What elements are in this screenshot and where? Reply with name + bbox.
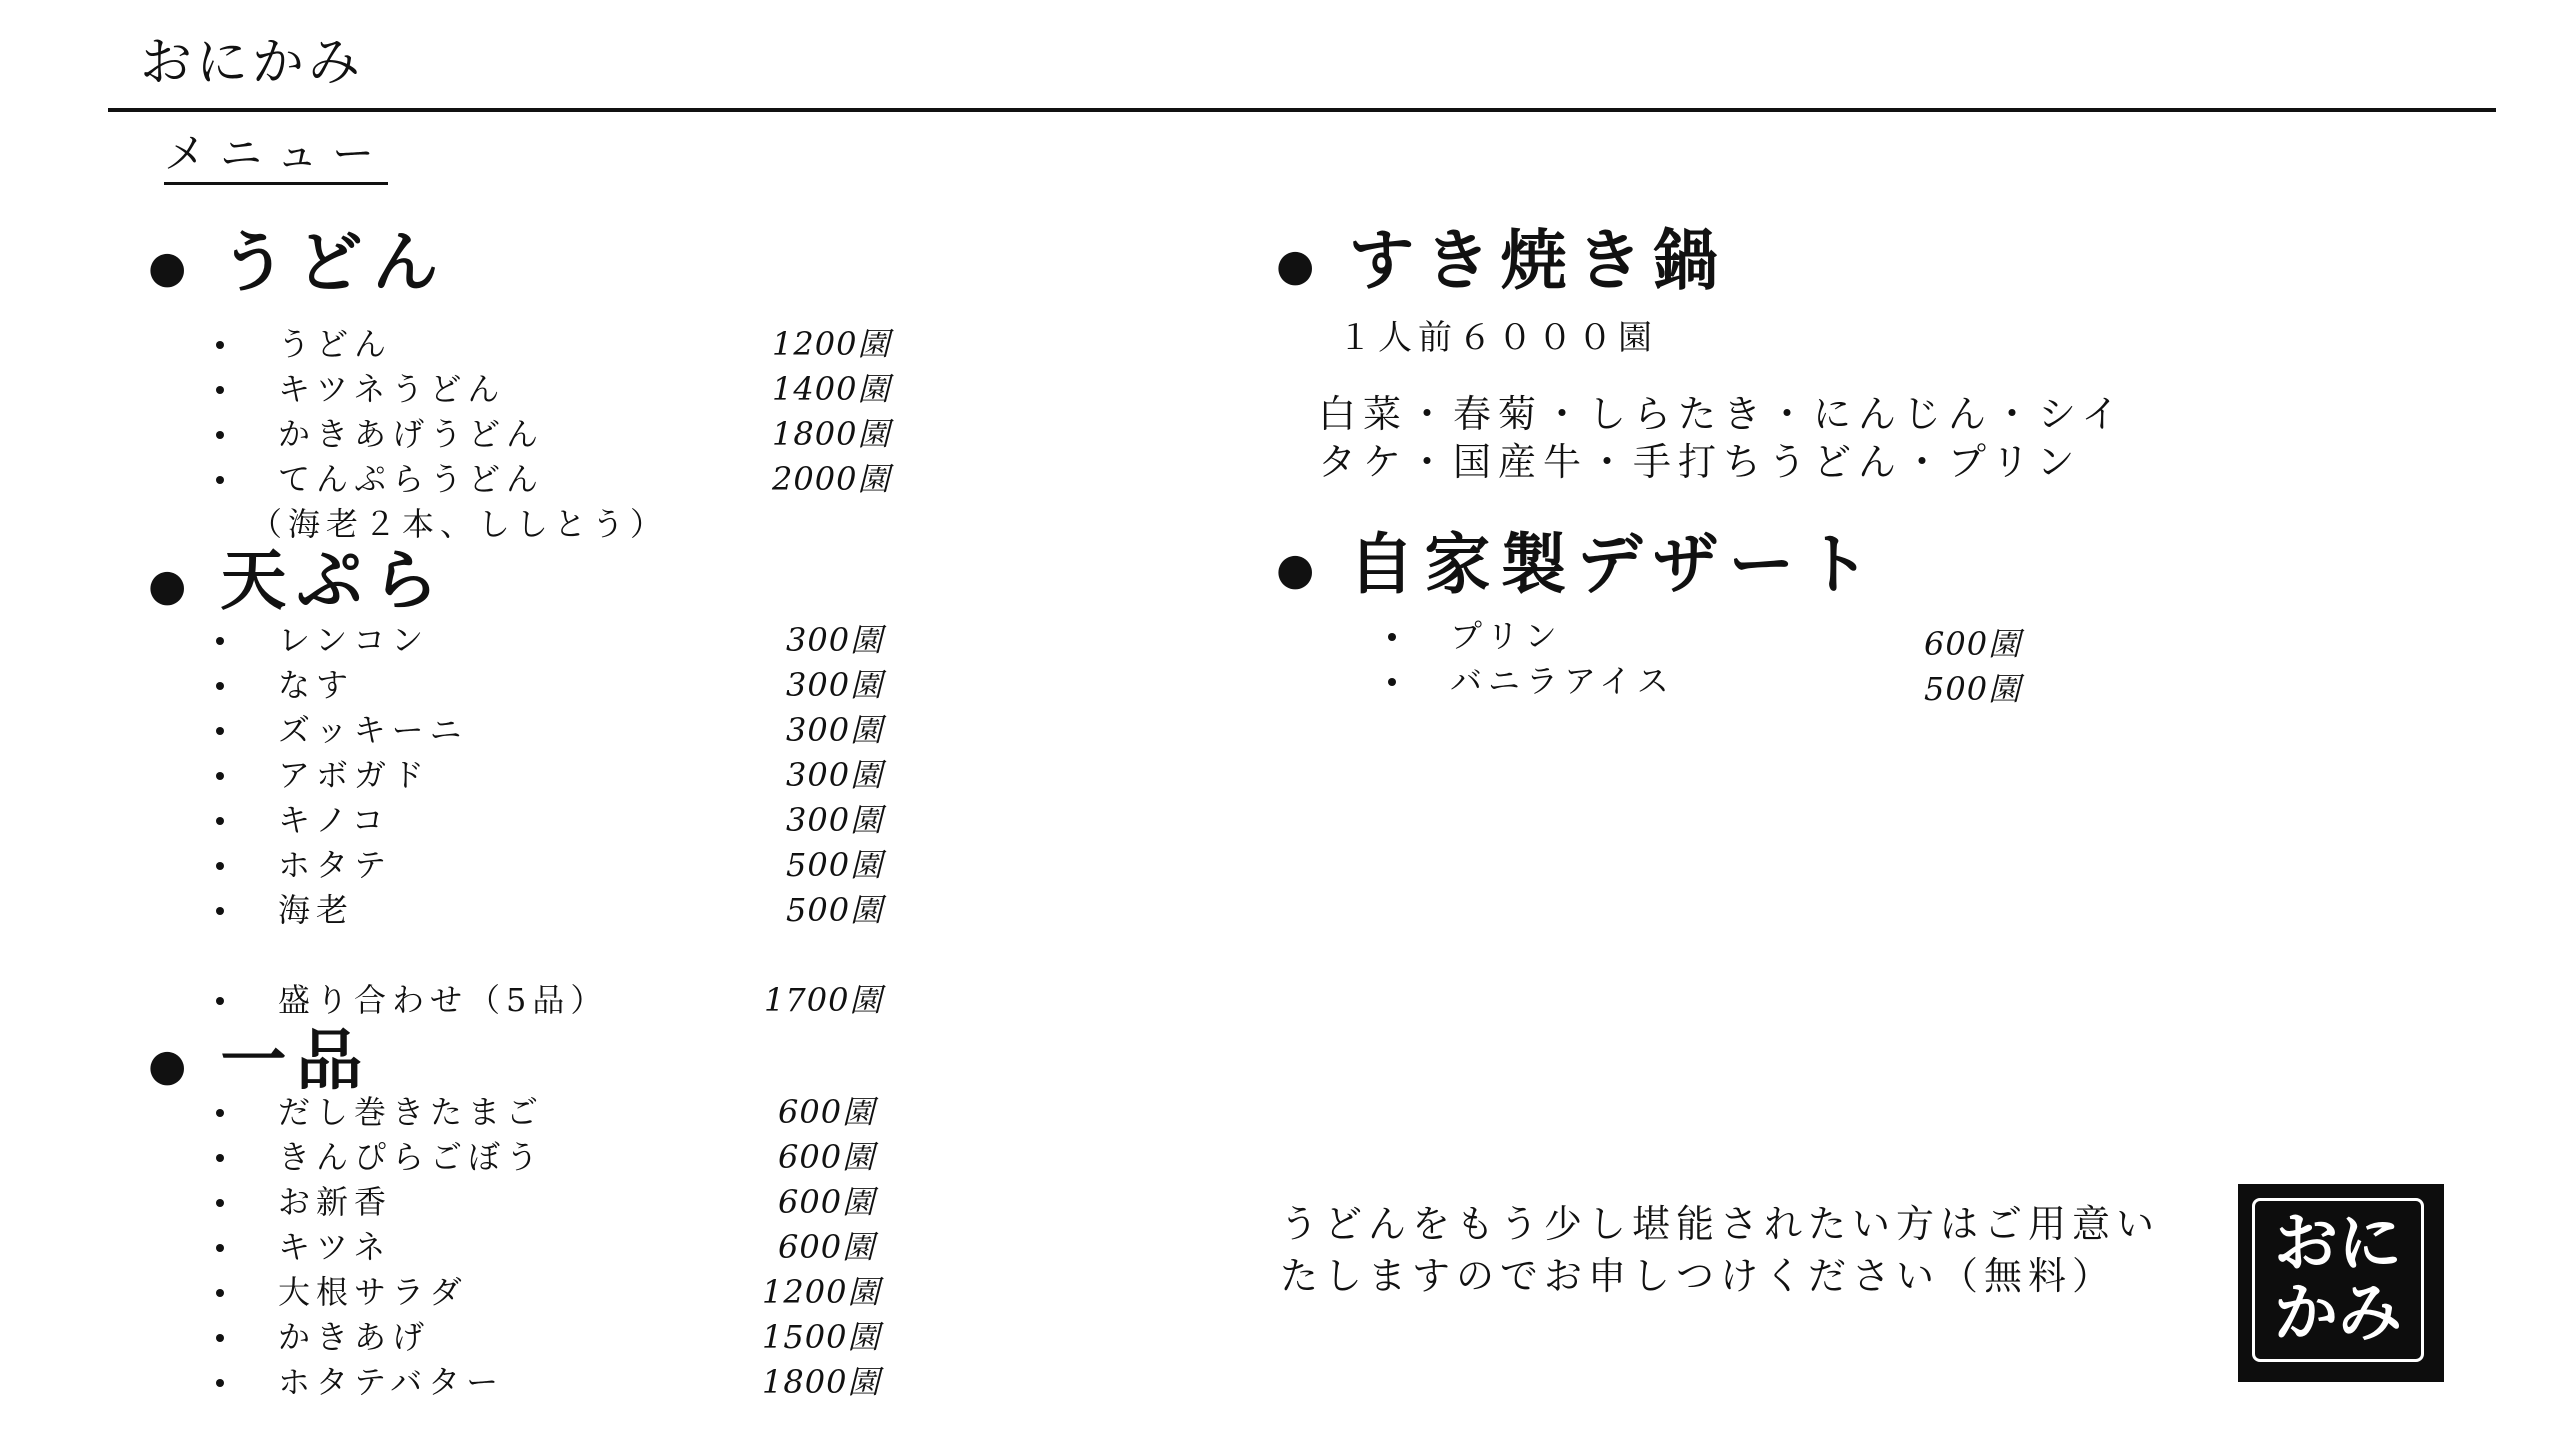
bullet-dot [216, 1334, 224, 1342]
bullet-dot [216, 682, 224, 690]
list-item [216, 888, 916, 933]
list-item [216, 618, 916, 663]
list-item [216, 663, 916, 708]
bullet-dot [216, 1109, 224, 1117]
item-name: お新香 [278, 1183, 393, 1221]
item-name: かきあげうどん [278, 415, 545, 453]
list-item [216, 978, 916, 1023]
list-item [216, 367, 916, 412]
item-price: 300園 [786, 756, 884, 794]
list-item [216, 1360, 916, 1405]
section-title-dessert-label: 自家製デザート [1348, 525, 1881, 603]
item-name: 盛り合わせ（5品） [278, 981, 609, 1019]
section-title-tempura-label: 天ぷら [220, 541, 449, 619]
bullet-icon: ● [148, 1040, 187, 1091]
udon-list [216, 322, 916, 502]
list-item [216, 1270, 916, 1315]
item-price: 1200園 [762, 1273, 881, 1311]
bullet-icon: ● [1276, 240, 1315, 291]
item-price: 600園 [778, 1093, 876, 1131]
item-price: 1400園 [772, 370, 891, 408]
bullet-icon: ● [1276, 544, 1315, 595]
item-name: うどん [278, 325, 393, 363]
item-name: ホタテバター [278, 1363, 505, 1401]
item-price: 600園 [1924, 625, 2022, 663]
item-name: きんぴらごぼう [278, 1138, 545, 1176]
item-name: アボガド [278, 756, 431, 794]
item-name: バニラアイス [1450, 662, 1675, 700]
item-name: キツネ [278, 1228, 392, 1266]
bullet-dot [216, 997, 224, 1005]
bullet-dot [216, 1289, 224, 1297]
item-price: 300園 [786, 801, 884, 839]
brand-logo [2238, 1184, 2444, 1382]
bullet-dot [216, 1379, 224, 1387]
item-price: 300園 [786, 666, 884, 704]
item-name: てんぷらうどん [278, 460, 545, 498]
item-name: ホタテ [278, 846, 393, 884]
item-price: 1500園 [762, 1318, 881, 1356]
footer-note [1280, 1198, 2160, 1302]
bullet-dot [216, 341, 224, 349]
item-price: 1800園 [772, 415, 891, 453]
bullet-dot [216, 772, 224, 780]
bullet-dot [216, 386, 224, 394]
list-item [216, 753, 916, 798]
bullet-dot [216, 637, 224, 645]
bullet-icon: ● [148, 242, 187, 293]
item-name: レンコン [278, 621, 430, 659]
list-item [216, 1180, 916, 1225]
item-name: プリン [1450, 617, 1563, 655]
item-name: なす [278, 666, 355, 704]
bullet-dot [216, 817, 224, 825]
section-title-udon-label: うどん [220, 223, 449, 301]
item-name: 大根サラダ [278, 1273, 468, 1311]
restaurant-name: おにかみ [140, 33, 365, 93]
section-title-ippin-label: 一品 [220, 1021, 373, 1099]
item-name: キツネうどん [278, 370, 506, 408]
item-price: 500園 [786, 846, 884, 884]
menu-heading: メニュー [164, 128, 388, 185]
section-title-dessert [1276, 526, 1880, 608]
logo-text-line2: かみ [2274, 1276, 2402, 1351]
list-item [216, 1225, 916, 1270]
section-title-tempura [148, 542, 448, 624]
brand-logo-frame [2252, 1198, 2424, 1362]
item-price: 600園 [778, 1228, 876, 1266]
bullet-dot [216, 1154, 224, 1162]
footer-note-line2: たしますのでお申しつけください（無料） [1280, 1254, 2117, 1298]
item-name: 海老 [278, 891, 355, 929]
bullet-dot [1388, 678, 1396, 686]
bullet-dot [216, 727, 224, 735]
bullet-icon: ● [148, 560, 187, 611]
item-price: 300園 [786, 711, 884, 749]
bullet-dot [216, 476, 224, 484]
item-price: 1800園 [762, 1363, 881, 1401]
item-price: 500園 [786, 891, 884, 929]
bullet-dot [216, 431, 224, 439]
list-item [216, 1315, 916, 1360]
list-item [216, 322, 916, 367]
footer-note-line1: うどんをもう少し堪能されたい方はご用意い [1280, 1202, 2161, 1246]
section-title-sukiyaki-label: すき焼き鍋 [1348, 221, 1729, 299]
list-item [1388, 659, 2088, 708]
bullet-dot [216, 1244, 224, 1252]
bullet-dot [216, 1199, 224, 1207]
list-item [216, 798, 916, 843]
item-price: 500園 [1924, 670, 2022, 708]
list-item [1388, 614, 2088, 663]
bullet-dot [216, 862, 224, 870]
item-name: だし巻きたまご [278, 1093, 545, 1131]
item-name: ズッキーニ [278, 711, 468, 749]
sukiyaki-ingredients-line1: 白菜・春菊・しらたき・にんじん・シイ [1318, 392, 2127, 436]
item-price: 600園 [778, 1183, 876, 1221]
item-price: 1700園 [764, 981, 883, 1019]
dessert-list [1388, 614, 2088, 708]
sukiyaki-price: １人前６０００園 [1338, 318, 1658, 358]
section-title-udon [148, 224, 448, 306]
list-item [216, 457, 916, 502]
item-name: キノコ [278, 801, 390, 839]
list-item [216, 1135, 916, 1180]
tempura-assortment [216, 978, 916, 1023]
tempura-list [216, 618, 916, 933]
bullet-dot [216, 907, 224, 915]
ippin-list [216, 1090, 916, 1405]
section-title-sukiyaki [1276, 222, 1728, 304]
sukiyaki-ingredients-line2: タケ・国産牛・手打ちうどん・プリン [1318, 440, 2082, 484]
logo-text-line1: おに [2274, 1206, 2402, 1281]
item-price: 600園 [778, 1138, 876, 1176]
list-item [216, 843, 916, 888]
item-price: 1200園 [772, 325, 891, 363]
item-price: 2000園 [772, 460, 891, 498]
bullet-dot [1388, 633, 1396, 641]
list-item [216, 1090, 916, 1135]
header-divider [108, 108, 2496, 112]
item-name: かきあげ [278, 1318, 431, 1356]
tempura-udon-note: （海老２本、ししとう） [250, 505, 669, 543]
list-item [216, 412, 916, 457]
list-item [216, 708, 916, 753]
item-price: 300園 [786, 621, 884, 659]
